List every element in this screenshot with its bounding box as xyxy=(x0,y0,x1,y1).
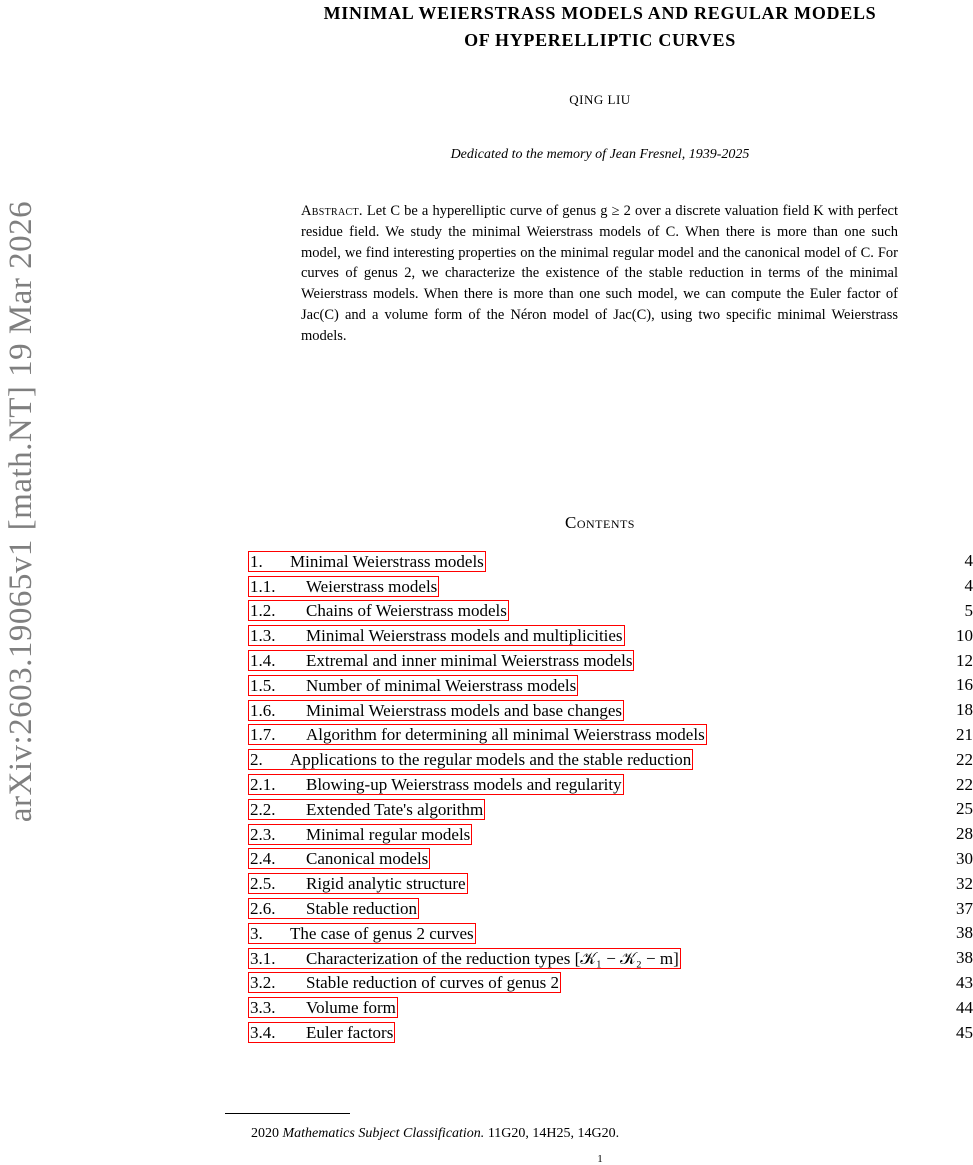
toc-section-number: 3.3. xyxy=(250,998,276,1018)
toc-section-title: Weierstrass models xyxy=(306,576,438,596)
toc-section-number: 3.1. xyxy=(250,948,276,968)
toc-entry xyxy=(248,971,973,996)
toc-entry xyxy=(248,995,973,1020)
toc-entry xyxy=(248,623,973,648)
abstract-label: Abstract. xyxy=(301,203,363,219)
toc-entry xyxy=(248,871,973,896)
toc-page-number: 10 xyxy=(956,625,973,645)
toc-entry xyxy=(248,747,973,772)
toc-link[interactable] xyxy=(248,848,430,869)
footnote xyxy=(251,1126,619,1142)
toc-page-number: 4 xyxy=(964,551,973,571)
toc-link[interactable] xyxy=(248,650,634,671)
toc-link[interactable] xyxy=(248,948,681,969)
toc-section-title: Extended Tate's algorithm xyxy=(306,799,484,819)
toc-link[interactable] xyxy=(248,576,439,597)
toc-section-title: Number of minimal Weierstrass models xyxy=(306,675,577,695)
toc-link[interactable] xyxy=(248,724,707,745)
toc-section-number: 1.5. xyxy=(250,675,276,695)
toc-page-number: 30 xyxy=(956,848,973,868)
toc-section-title: The case of genus 2 curves xyxy=(290,923,474,943)
toc-entry xyxy=(248,723,973,748)
abstract-text: Let C be a hyperelliptic curve of genus g ≥ 2 over a discrete valuation field K with perfect residue field. We study the minimal Weierstrass models of C. When there is more than one such model, we find interesting properties on the minimal regular model and the canonical model of C. For curves of genus 2, we characterize the existence of the stable reduction in terms of the minimal Weierstrass models. When there is more than one such model, we can compute the Euler factor of Jac(C) and a volume form of the Néron model of Jac(C), using two specific minimal Weierstrass models. xyxy=(301,203,898,344)
toc-link[interactable] xyxy=(248,997,398,1018)
toc-entry xyxy=(248,946,973,971)
toc-page-number: 16 xyxy=(956,675,973,695)
toc-section-title: Chains of Weierstrass models xyxy=(306,601,507,621)
toc-page-number: 18 xyxy=(956,700,973,720)
toc-section-number: 2. xyxy=(250,750,263,770)
toc-section-title: Stable reduction of curves of genus 2 xyxy=(306,973,560,993)
toc-link[interactable] xyxy=(248,972,561,993)
toc-entry xyxy=(248,822,973,847)
toc-link[interactable] xyxy=(248,625,625,646)
toc-entry xyxy=(248,1020,973,1045)
toc-page-number: 22 xyxy=(956,774,973,794)
toc-page-number: 28 xyxy=(956,824,973,844)
toc-page-number: 21 xyxy=(956,724,973,744)
toc-entry xyxy=(248,698,973,723)
toc-link[interactable] xyxy=(248,824,472,845)
toc-section-title: Canonical models xyxy=(306,849,429,869)
toc-link[interactable] xyxy=(248,700,624,721)
toc-section-title: Minimal Weierstrass models and base changes xyxy=(306,700,623,720)
toc-section-title: Minimal Weierstrass models and multiplicities xyxy=(306,626,623,646)
table-of-contents xyxy=(248,549,973,1045)
toc-link[interactable] xyxy=(248,749,693,770)
toc-section-number: 1.1. xyxy=(250,576,276,596)
toc-link[interactable] xyxy=(248,799,485,820)
toc-section-number: 2.2. xyxy=(250,799,276,819)
toc-section-number: 1.2. xyxy=(250,601,276,621)
dedication: Dedicated to the memory of Jean Fresnel, 1939-2025 xyxy=(450,147,750,162)
toc-section-title: Algorithm for determining all minimal Weierstrass models xyxy=(306,725,705,745)
toc-section-number: 2.3. xyxy=(250,824,276,844)
toc-section-title: Extremal and inner minimal Weierstrass models xyxy=(306,651,633,671)
abstract xyxy=(301,201,898,347)
toc-page-number: 37 xyxy=(956,898,973,918)
toc-section-title: Stable reduction xyxy=(306,899,417,919)
msc-year: 2020 xyxy=(251,1126,279,1141)
title-line-1: MINIMAL WEIERSTRASS MODELS AND REGULAR MODELS xyxy=(323,3,877,23)
toc-page-number: 4 xyxy=(964,576,973,596)
toc-section-title: Euler factors xyxy=(306,1023,394,1043)
toc-section-number: 3. xyxy=(250,923,263,943)
toc-section-number: 2.6. xyxy=(250,899,276,919)
toc-section-title: Characterization of the reduction types [𝒦₁ − 𝒦₂ − m] xyxy=(306,948,679,968)
toc-page-number: 38 xyxy=(956,948,973,968)
toc-page-number: 45 xyxy=(956,1022,973,1042)
toc-page-number: 12 xyxy=(956,650,973,670)
toc-entry xyxy=(248,574,973,599)
toc-link[interactable] xyxy=(248,675,578,696)
toc-link[interactable] xyxy=(248,923,476,944)
toc-section-title: Blowing-up Weierstrass models and regularity xyxy=(306,775,622,795)
toc-section-number: 3.2. xyxy=(250,973,276,993)
toc-page-number: 22 xyxy=(956,749,973,769)
toc-section-title: Volume form xyxy=(306,998,396,1018)
toc-section-title: Minimal Weierstrass models xyxy=(290,551,484,571)
toc-section-number: 2.4. xyxy=(250,849,276,869)
footnote-rule xyxy=(225,1113,350,1114)
toc-link[interactable] xyxy=(248,898,419,919)
toc-entry xyxy=(248,599,973,624)
toc-page-number: 43 xyxy=(956,972,973,992)
toc-entry xyxy=(248,549,973,574)
arxiv-id: arXiv:2603.19065v1 [math.NT] 19 Mar 2026 xyxy=(3,200,40,822)
toc-entry xyxy=(248,673,973,698)
toc-section-number: 2.1. xyxy=(250,775,276,795)
toc-entry xyxy=(248,772,973,797)
author: QING LIU xyxy=(569,92,631,107)
toc-section-number: 3.4. xyxy=(250,1023,276,1043)
toc-entry xyxy=(248,648,973,673)
toc-entry xyxy=(248,896,973,921)
toc-section-title: Rigid analytic structure xyxy=(306,874,466,894)
paper-title xyxy=(225,0,973,54)
toc-link[interactable] xyxy=(248,774,624,795)
toc-section-title: Applications to the regular models and the stable reduction xyxy=(290,750,692,770)
toc-section-title: Minimal regular models xyxy=(306,824,471,844)
toc-page-number: 38 xyxy=(956,923,973,943)
toc-page-number: 44 xyxy=(956,997,973,1017)
toc-entry xyxy=(248,921,973,946)
title-line-2: OF HYPERELLIPTIC CURVES xyxy=(464,30,736,50)
page-number: 1 xyxy=(597,1153,603,1165)
toc-section-number: 1.7. xyxy=(250,725,276,745)
toc-page-number: 25 xyxy=(956,799,973,819)
toc-section-number: 1.4. xyxy=(250,651,276,671)
toc-link[interactable] xyxy=(248,600,509,621)
toc-entry xyxy=(248,797,973,822)
toc-section-number: 1.6. xyxy=(250,700,276,720)
toc-section-number: 1.3. xyxy=(250,626,276,646)
toc-section-number: 2.5. xyxy=(250,874,276,894)
toc-section-number: 1. xyxy=(250,551,263,571)
arxiv-stamp xyxy=(0,122,44,900)
toc-link[interactable] xyxy=(248,551,486,572)
toc-page-number: 32 xyxy=(956,873,973,893)
toc-entry xyxy=(248,847,973,872)
toc-page-number: 5 xyxy=(964,600,973,620)
toc-link[interactable] xyxy=(248,873,468,894)
msc-codes: 11G20, 14H25, 14G20. xyxy=(487,1126,620,1141)
toc-link[interactable] xyxy=(248,1022,395,1043)
msc-label: Mathematics Subject Classification. xyxy=(282,1126,485,1141)
contents-heading: Contents xyxy=(564,513,635,532)
